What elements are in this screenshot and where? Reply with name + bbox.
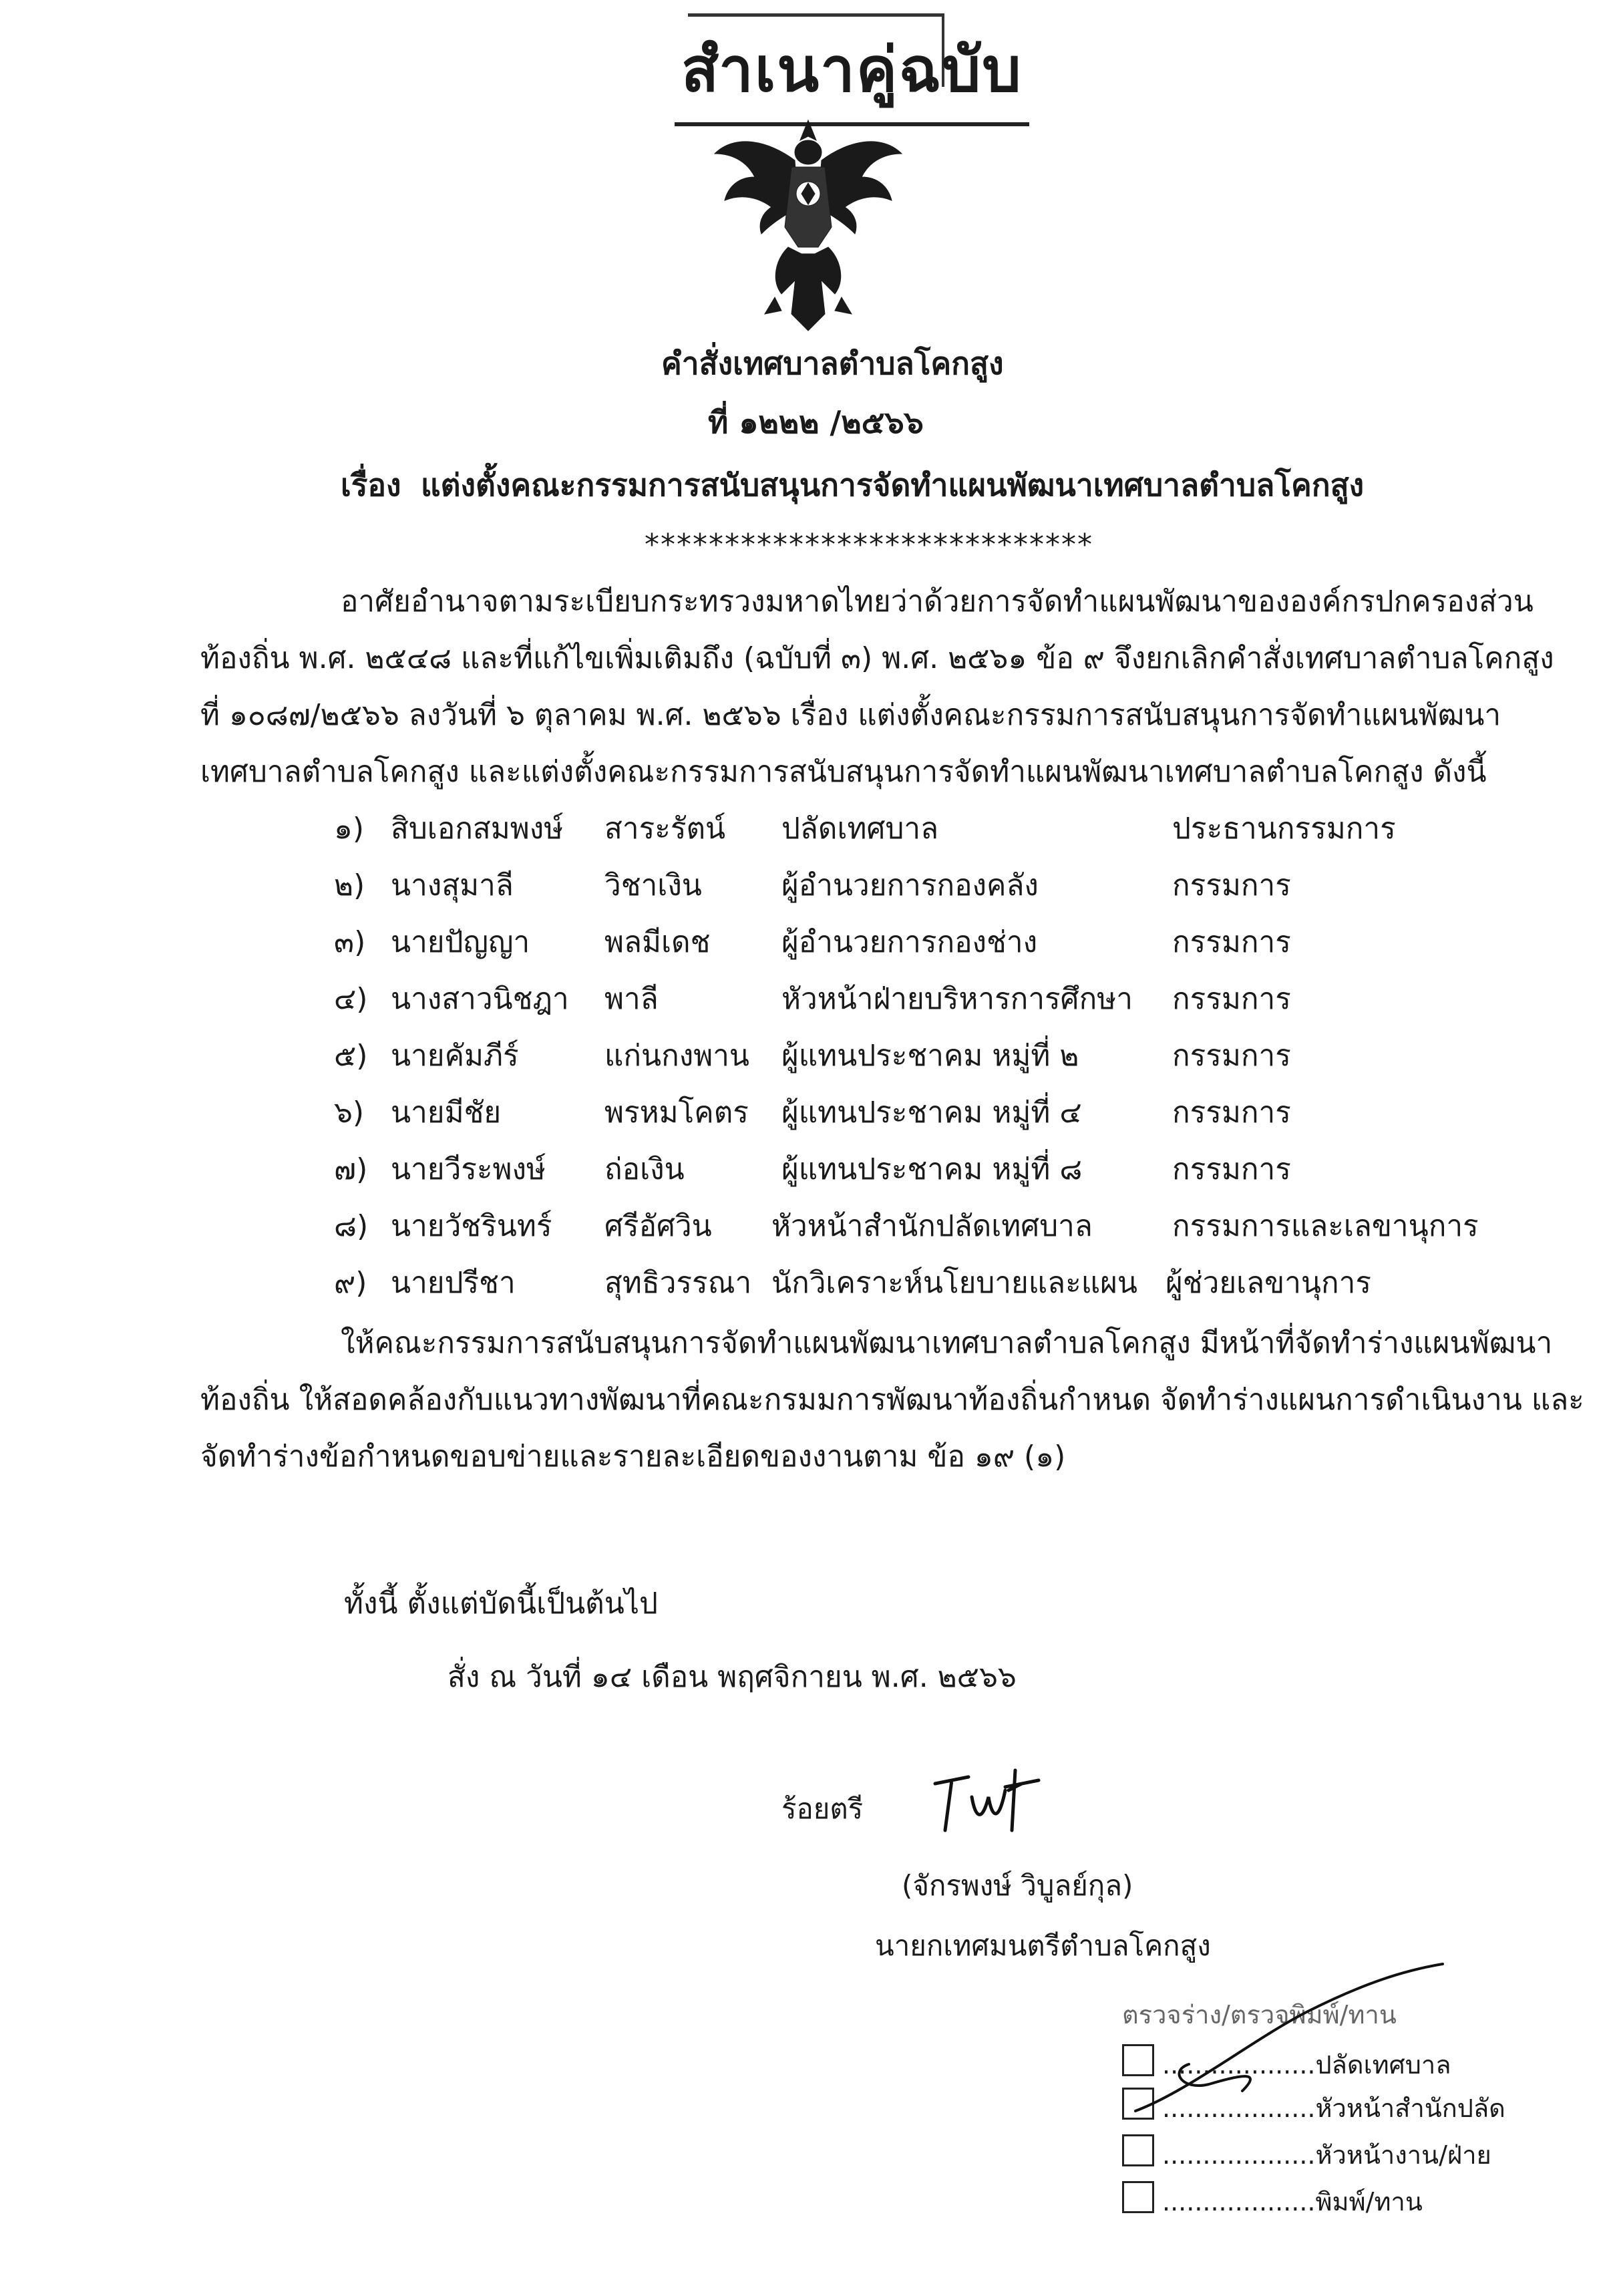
- member-first: นายมีชัย: [391, 1096, 502, 1130]
- member-role: กรรมการ: [1172, 1096, 1291, 1130]
- member-first: นายปัญญา: [391, 925, 530, 959]
- proof-line: ...................ปลัดเทศบาล: [1162, 2050, 1451, 2080]
- member-position: ผู้อำนวยการกองคลัง: [781, 868, 1039, 903]
- member-position: ผู้อำนวยการกองช่าง: [781, 925, 1038, 959]
- member-no: ๙): [334, 1266, 367, 1300]
- signer-rank: ร้อยตรี: [781, 1792, 864, 1825]
- signer-title: นายกเทศมนตรีตำบลโคกสูง: [875, 1929, 1211, 1962]
- member-last: ถ่อเงิน: [604, 1152, 685, 1186]
- member-no: ๔): [334, 982, 368, 1016]
- member-role: กรรมการและเลขานุการ: [1172, 1209, 1479, 1243]
- separator: ****************************: [645, 528, 1093, 562]
- member-first: นางสุมาลี: [391, 868, 514, 903]
- order-number: ที่ ๑๒๒๒ /๒๕๖๖: [708, 404, 924, 440]
- member-no: ๗): [334, 1152, 368, 1186]
- member-position: หัวหน้าฝ่ายบริหารการศึกษา: [781, 982, 1133, 1016]
- member-first: นายปรีชา: [391, 1266, 516, 1300]
- para1-line: เทศบาลตำบลโคกสูง และแต่งตั้งคณะกรรมการสนับสนุนการจัดทำแผนพัฒนาเทศบาลตำบลโคกสูง ดังนี้: [200, 755, 1487, 789]
- member-role: กรรมการ: [1172, 868, 1291, 903]
- member-first: นายวีระพงษ์: [391, 1152, 546, 1186]
- para2-line: จัดทำร่างข้อกำหนดขอบข่ายและรายละเอียดของงานตาม ข้อ ๑๙ (๑): [200, 1440, 1066, 1474]
- proof-checkbox[interactable]: [1122, 2181, 1154, 2213]
- member-last: วิชาเงิน: [604, 868, 702, 903]
- member-role: กรรมการ: [1172, 925, 1291, 959]
- member-no: ๘): [334, 1209, 369, 1243]
- member-position: ปลัดเทศบาล: [781, 812, 939, 846]
- handwritten-signature: [922, 1757, 1055, 1844]
- proof-line: ...................หัวหน้างาน/ฝ่าย: [1162, 2140, 1491, 2170]
- member-first: สิบเอกสมพงษ์: [391, 812, 564, 846]
- member-role: ประธานกรรมการ: [1172, 812, 1396, 846]
- member-last: แก่นกงพาน: [604, 1039, 749, 1073]
- member-role: ผู้ช่วยเลขานุการ: [1166, 1266, 1371, 1300]
- member-no: ๕): [334, 1039, 368, 1073]
- signer-name: (จักรพงษ์ วิบูลย์กุล): [902, 1869, 1133, 1902]
- member-no: ๖): [334, 1096, 365, 1130]
- para2-line: ท้องถิ่น ให้สอดคล้องกับแนวทางพัฒนาที่คณะกรมมการพัฒนาท้องถิ่นกำหนด จัดทำร่างแผนการดำเนินงาน และ: [200, 1383, 1584, 1417]
- member-position: ผู้แทนประชาคม หมู่ที่ ๒: [781, 1039, 1079, 1073]
- order-title: คำสั่งเทศบาลตำบลโคกสูง: [661, 345, 1004, 381]
- member-first: นางสาวนิชฎา: [391, 982, 569, 1016]
- member-position: ผู้แทนประชาคม หมู่ที่ ๘: [781, 1152, 1083, 1186]
- member-role: กรรมการ: [1172, 982, 1291, 1016]
- para2-line: ให้คณะกรรมการสนับสนุนการจัดทำแผนพัฒนาเทศบาลตำบลโคกสูง มีหน้าที่จัดทำร่างแผนพัฒนา: [341, 1326, 1553, 1360]
- member-no: ๓): [334, 925, 366, 959]
- proof-line: ...................พิมพ์/ทาน: [1162, 2187, 1423, 2217]
- para1-line: ท้องถิ่น พ.ศ. ๒๕๔๘ และที่แก้ไขเพิ่มเติมถึง (ฉบับที่ ๓) พ.ศ. ๒๕๖๑ ข้อ ๙ จึงยกเลิกคำสั่งเทศบาลตำบลโคกสูง: [200, 641, 1554, 675]
- member-first: นายวัชรินทร์: [391, 1209, 552, 1243]
- member-first: นายคัมภีร์: [391, 1039, 519, 1073]
- para1-line: ที่ ๑๐๘๗/๒๕๖๖ ลงวันที่ ๖ ตุลาคม พ.ศ. ๒๕๖๖ เรื่อง แต่งตั้งคณะกรรมการสนับสนุนการจัดทำแผนพัฒนา: [200, 698, 1501, 732]
- member-last: พลมีเดช: [604, 925, 711, 959]
- member-no: ๑): [334, 812, 365, 846]
- member-last: ศรีอัศวิน: [604, 1209, 712, 1243]
- member-position: ผู้แทนประชาคม หมู่ที่ ๔: [781, 1096, 1082, 1130]
- garuda-emblem-icon: [708, 114, 908, 334]
- proof-checkbox[interactable]: [1122, 2134, 1154, 2166]
- order-date-line: สั่ง ณ วันที่ ๑๔ เดือน พฤศจิกายน พ.ศ. ๒๕๖๖: [448, 1660, 1017, 1694]
- member-position: นักวิเคราะห์นโยบายและแผน: [771, 1266, 1137, 1300]
- member-position: หัวหน้าสำนักปลัดเทศบาล: [771, 1209, 1093, 1243]
- member-no: ๒): [334, 868, 365, 903]
- subject-text: แต่งตั้งคณะกรรมการสนับสนุนการจัดทำแผนพัฒนาเทศบาลตำบลโคกสูง: [421, 467, 1365, 503]
- member-last: พาลี: [604, 982, 659, 1016]
- para1-line: อาศัยอำนาจตามระเบียบกระทรวงมหาดไทยว่าด้วยการจัดทำแผนพัฒนาขององค์กรปกครองส่วน: [341, 585, 1534, 619]
- subject-label: เรื่อง: [341, 467, 401, 503]
- copy-stamp: สำเนาคู่ฉบับ: [675, 20, 1029, 126]
- effective-line: ทั้งนี้ ตั้งแต่บัดนี้เป็นต้นไป: [344, 1587, 658, 1621]
- member-role: กรรมการ: [1172, 1039, 1291, 1073]
- member-last: สุทธิวรรณา: [604, 1266, 752, 1300]
- proof-line: ...................หัวหน้าสำนักปลัด: [1162, 2094, 1505, 2123]
- member-last: พรหมโคตร: [604, 1096, 749, 1130]
- member-last: สาระรัตน์: [604, 812, 726, 846]
- proof-heading: ตรวจร่าง/ตรวจพิมพ์/ทาน: [1122, 2000, 1397, 2029]
- initials-scribble: [1109, 1957, 1456, 2131]
- member-role: กรรมการ: [1172, 1152, 1291, 1186]
